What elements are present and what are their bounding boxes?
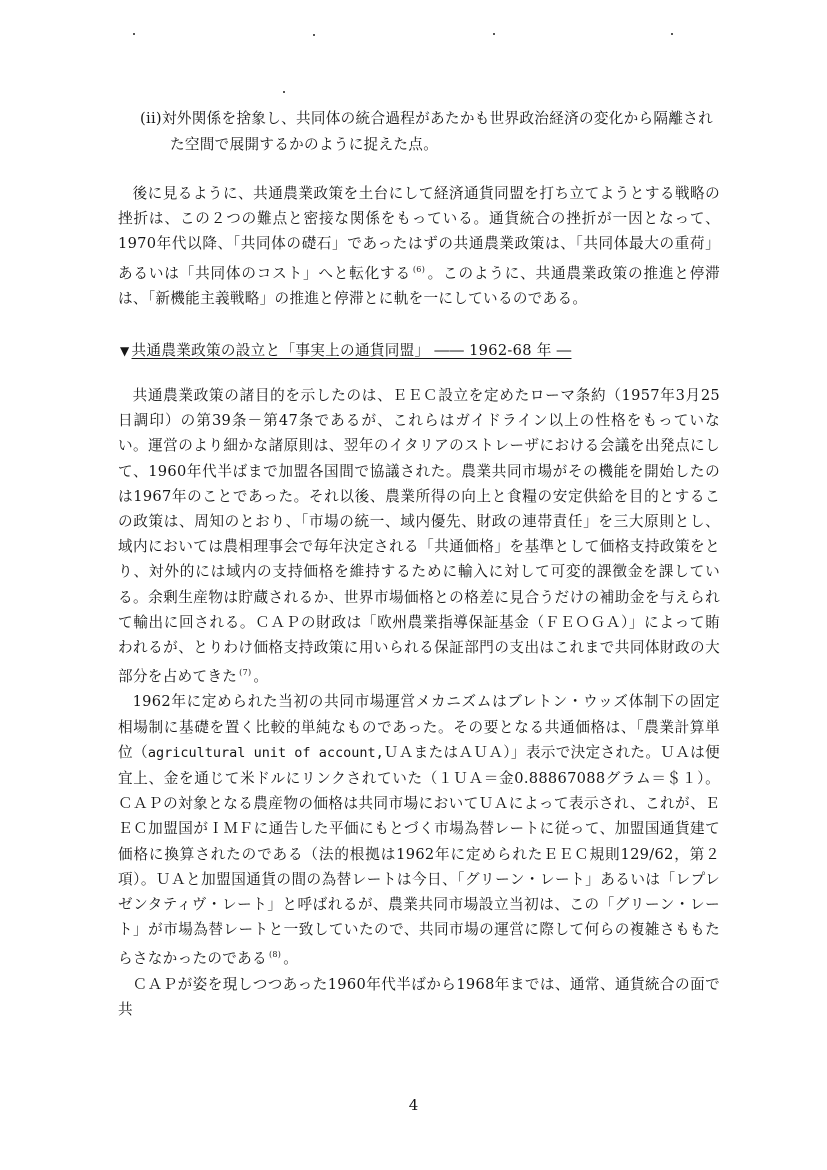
footnote-ref: (8) bbox=[268, 950, 282, 960]
page-number: 4 bbox=[408, 1096, 419, 1114]
item-label: (ii) bbox=[140, 110, 162, 127]
paragraph-text: 。このように、共通農業政策の推進と停滞は、「新機能主義戦略」の推進と停滞とに軌を一にしているのである。 bbox=[118, 264, 721, 307]
paragraph-text: 1962年に定められた当初の共同市場運営メカニズムはブレトン・ウッズ体制下の固定相場制に基礎を置く比較的単純なものであった。その要となる共通価格は、「農業計算単位（ bbox=[118, 693, 720, 761]
scan-mark bbox=[313, 34, 315, 36]
list-item-ii bbox=[140, 106, 730, 157]
paragraph-2 bbox=[118, 383, 720, 1022]
paragraph-text: ＵＡまたはＡＵＡ）」表示で決定された。ＵＡは便宜上、金を通じて米ドルにリンクされていた（１ＵＡ＝金0.88867088グラム＝＄１）。ＣＡＰの対象となる農産物の価格は共同市場においてＵＡによって表示され、これが、ＥＥＣ加盟国がＩＭＦに通告した平価にもとづく市場為替レートに従って、加盟国通貨建て価格に換算されたのである（法的根拠は1962年に定められたＥＥＣ規則129/62，第２項）。ＵＡと加盟国通貨の間の為替レートは今日、「グリーン・レート」あるいは「レプレゼンタティヴ・レート」と呼ばれるが、農業共同市場設立当初は、この「グリーン・レート」が市場為替レートと一致していたので、共同市場の運営に際して何らの複雑さももたらさなかったのである bbox=[118, 743, 721, 968]
scan-mark bbox=[283, 91, 285, 93]
footnote-ref: (6) bbox=[412, 264, 426, 274]
footnote-ref: (7) bbox=[239, 668, 252, 678]
section-heading bbox=[120, 339, 571, 360]
paragraph-text: 。 bbox=[283, 950, 299, 968]
term-english: agricultural unit of account, bbox=[147, 744, 384, 761]
paragraph-text: ＣＡＰが姿を現しつつあった1960年代半ばから1968年までは、通常、通貨統合の面で共 bbox=[118, 975, 720, 1018]
paragraph-text: 共通農業政策の諸目的を示したのは、ＥＥＣ設立を定めたローマ条約（1957年3月25日調印）の第39条－第47条であるが、これらはガイドライン以上の性格をもっていない。運営のより細かな諸原則は、翌年のイタリアのストレーザにおける会議を出発点にして、1960年代半ばまで加盟各国間で協議された。農業共同市場がその機能を開始したのは1967年のことであった。それ以後、農業所得の向上と食糧の安定供給を目的とするこの政策は、周知のとおり、「市場の統一、域内優先、財政の連帯責任」を三大原則とし、域内においては農相理事会で毎年決定される「共通価格」を基準として価格支持政策をとり、対外的には域内の支持価格を維持するために輸入に対して可変的課徴金を課している。余剰生産物は貯蔵されるか、世界市場価格との格差に見合うだけの補助金を与えられて輸出に回される。ＣＡＰの財政は「欧州農業指導保証基金（ＦＥＯＧＡ）」によって賄われるが、とりわけ価格支持政策に用いられる保証部門の支出はこれまで共同体財政の大部分を占めてきた bbox=[118, 387, 720, 686]
section-title: 共通農業政策の設立と「事実上の通貨同盟」 ―― 1962-68 年 ― bbox=[131, 342, 572, 359]
scan-mark bbox=[493, 33, 495, 35]
scan-mark bbox=[671, 33, 673, 35]
triangle-marker-icon: ▼ bbox=[120, 344, 130, 358]
scan-mark bbox=[133, 33, 135, 35]
paragraph-1 bbox=[118, 181, 720, 311]
paragraph-text: 。 bbox=[253, 668, 269, 686]
item-text-line2: た空間で展開するかのように捉えた点。 bbox=[170, 135, 439, 153]
item-text-line1: 対外関係を捨象し、共同体の統合過程があたかも世界政治経済の変化から隔離され bbox=[161, 110, 714, 127]
paragraph-text: 後に見るように、共通農業政策を土台にして経済通貨同盟を打ち立てようとする戦略の挫折は、この２つの難点と密接な関係をもっている。通貨統合の挫折が一因となって、1970年代以降、「共同体の礎石」であったはずの共通農業政策は、「共同体最大の重荷」あるいは「共同体のコスト」へと転化する bbox=[118, 185, 720, 282]
